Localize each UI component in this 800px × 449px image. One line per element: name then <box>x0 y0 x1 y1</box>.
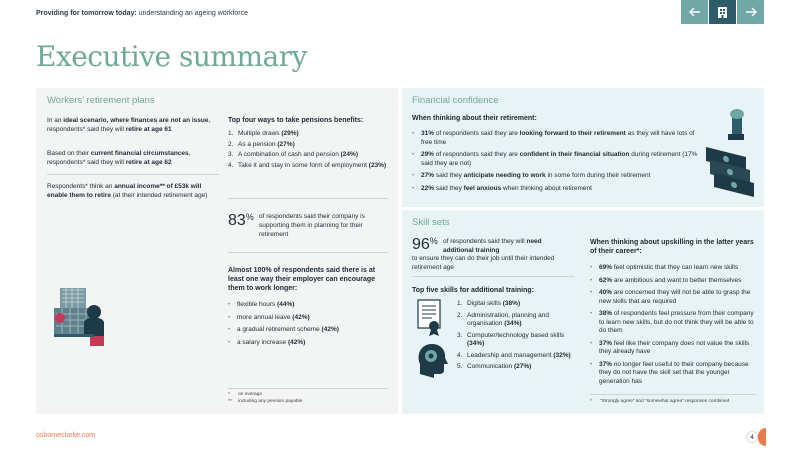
list-item: • 38% of respondents feel pressure from their company to learn new skills, but do not think they will be able to do them <box>590 310 754 334</box>
pensions-heading: Top four ways to take pensions benefits: <box>228 117 364 124</box>
divider <box>590 394 756 395</box>
upskilling-heading: When thinking about upskilling in the latter years of their career*: <box>590 239 754 255</box>
financial-subheading: When thinking about their retirement: <box>412 115 537 122</box>
training-stat-text-cont: to ensure they can do their job until their intended retirement age <box>412 255 555 271</box>
top-skills-list <box>457 300 575 375</box>
list-item: • 22% said they feel anxious when thinking about retirement <box>412 184 592 192</box>
work-longer-list <box>228 301 388 351</box>
list-item: • a salary increase (42%) <box>228 338 306 346</box>
annual-income-text: Respondents* think an annual income** of £53k will enable them to retire (at their intended retirement age) <box>47 183 208 199</box>
head-gears-icon <box>414 342 448 378</box>
arrow-left-icon <box>689 7 701 17</box>
list-item: • more annual leave (42%) <box>228 313 310 321</box>
list-item: 2. Administration, planning and organisation (34%) <box>457 311 550 327</box>
document-header-title: Providing for tomorrow today: understanding an ageing workforce <box>36 10 249 17</box>
list-item: • 27% said they anticipate needing to work in some form during their retirement <box>412 172 651 179</box>
company-support-stat: 83% <box>228 212 254 229</box>
home-button[interactable] <box>709 0 736 24</box>
training-stat: 96% <box>412 236 438 253</box>
previous-page-button[interactable] <box>681 0 708 24</box>
list-item: 4. Take it and stay in some form of employment (23%) <box>228 161 387 169</box>
arrow-right-icon <box>745 7 757 17</box>
list-item: • flexible hours (44%) <box>228 301 295 308</box>
list-item: 2. As a pension (27%) <box>228 140 295 148</box>
certificate-icon <box>414 298 444 338</box>
building-icon <box>717 6 728 18</box>
upskilling-footnote: * “Strongly agree” and “somewhat agree” responses combined <box>590 399 730 404</box>
skills-heading: Skill sets <box>412 217 450 228</box>
list-item: • 29% of respondents said they are confident in their financial situation during retirement (17% said they are not) <box>412 151 698 167</box>
divider <box>47 174 219 175</box>
upskilling-list <box>590 264 758 390</box>
company-support-text: of respondents said their company is supporting them in planning for their retirement <box>259 213 365 238</box>
divider <box>412 276 574 277</box>
workers-retirement-panel <box>36 88 398 414</box>
pensions-list <box>228 130 388 172</box>
website-link[interactable]: osborneclarke.com <box>36 432 96 439</box>
list-item: 5. Communication (27%) <box>457 363 532 370</box>
list-item: • 40% are concerned they will not be able to grasp the new skills that are required <box>590 289 751 305</box>
money-stack-icon <box>702 106 758 200</box>
list-item: • 69% feel optimistic that they can learn new skills <box>590 264 739 271</box>
financial-list <box>412 130 702 197</box>
current-finances-text: Based on their current financial circumstances, respondents* said they will retire at age 62 <box>47 150 191 166</box>
financial-confidence-panel <box>402 88 764 207</box>
work-longer-heading: Almost 100% of respondents said there is at least one way their employer can encourage them to work longer: <box>228 267 376 292</box>
list-item: 3. Computer/technology based skills (34%) <box>457 331 565 347</box>
training-stat-text: of respondents said they will need additional training <box>443 238 542 254</box>
list-item: • 62% are ambitious and want to better themselves <box>590 276 742 284</box>
list-item: 4. Leadership and management (32%) <box>457 351 571 359</box>
footnotes: * on average ** including any pension payable <box>228 392 303 404</box>
list-item: 1. Digital skills (38%) <box>457 300 521 307</box>
workers-heading: Workers’ retirement plans <box>47 95 155 106</box>
skill-sets-panel <box>402 210 764 414</box>
list-item: • 31% of respondents said they are looking forward to their retirement as they will have lots of free time <box>412 130 695 146</box>
ideal-scenario-text: In an ideal scenario, where finances are not an issue, respondents* said they will retire at age 61 <box>47 117 211 133</box>
list-item: 3. A combination of cash and pension (24%) <box>228 151 358 158</box>
page-tab <box>758 428 766 446</box>
list-item: • 37% no longer feel useful to their company because they do not have the skill set that the younger generation has <box>590 360 749 385</box>
divider <box>228 388 388 389</box>
divider <box>228 198 388 199</box>
list-item: • 37% feel like their company does not value the skills they already have <box>590 339 750 355</box>
list-item: 1. Multiple draws (29%) <box>228 130 299 137</box>
page-title: Executive summary <box>36 40 307 73</box>
next-page-button[interactable] <box>737 0 764 24</box>
financial-heading: Financial confidence <box>412 95 499 106</box>
divider <box>228 252 388 253</box>
list-item: • a gradual retirement scheme (42%) <box>228 326 339 333</box>
person-at-desk-icon <box>54 284 112 348</box>
page-number: 4 <box>746 431 758 443</box>
page-navigation <box>681 0 764 24</box>
top-skills-heading: Top five skills for additional training: <box>412 287 534 294</box>
